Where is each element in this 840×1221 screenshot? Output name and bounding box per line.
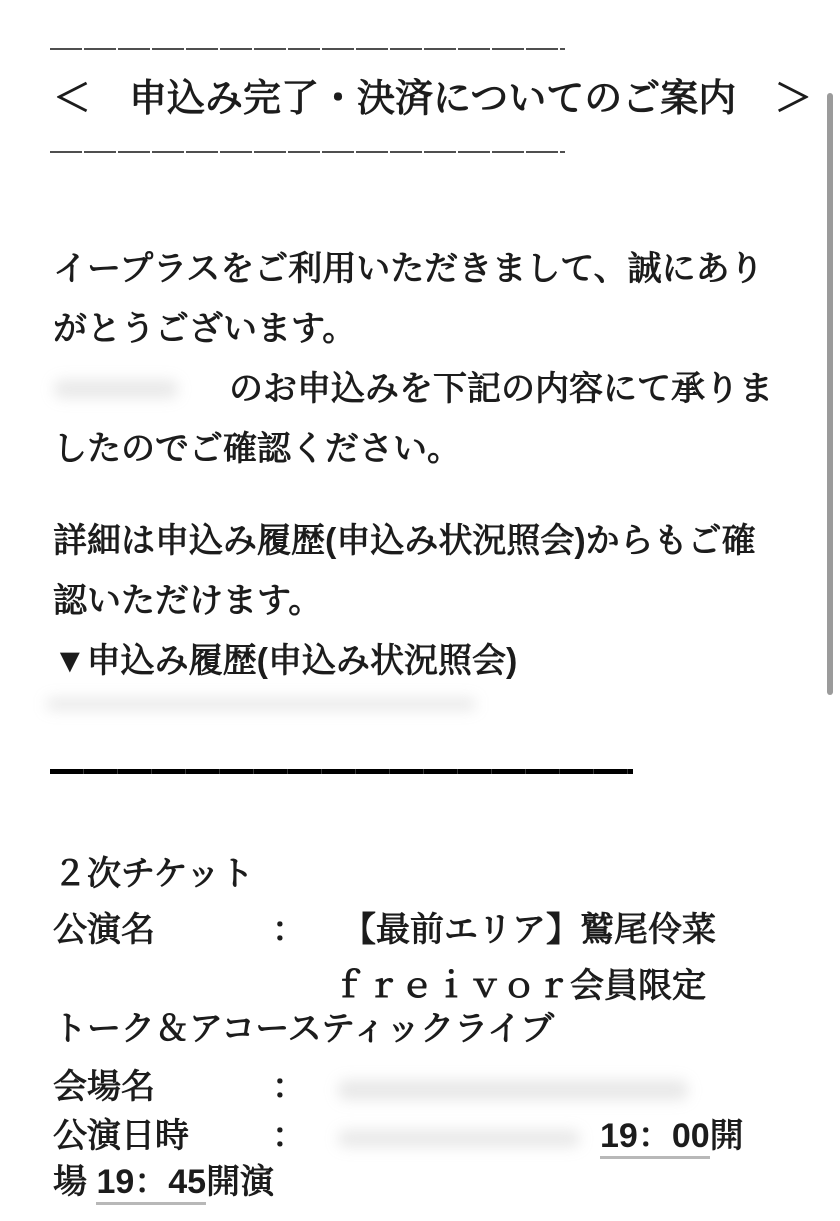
performance-colon: ： bbox=[272, 911, 306, 949]
redacted-history-url bbox=[46, 698, 476, 710]
datetime-wrap-row bbox=[53, 1159, 274, 1205]
venue-row bbox=[53, 1064, 306, 1110]
ticket-type: ２次チケット bbox=[53, 855, 254, 893]
divider-top bbox=[50, 48, 565, 50]
intro-line-3 bbox=[53, 366, 773, 412]
datetime-label: 公演日時 bbox=[53, 1117, 189, 1155]
datetime-wrap-prefix: 場 bbox=[53, 1163, 97, 1201]
intro-line-2: がとうございます。 bbox=[53, 310, 357, 348]
performance-label: 公演名 bbox=[53, 911, 155, 949]
performance-value-line3: トーク＆アコースティックライブ bbox=[53, 1010, 555, 1048]
section-title: ＜ 申込み完了・決済についてのご案内 ＞ bbox=[53, 78, 813, 120]
divider-mid bbox=[50, 151, 565, 153]
detail-note-line-2: 認いただけます。 bbox=[53, 582, 323, 620]
performance-value-line1: 【最前エリア】鷲尾伶菜 bbox=[342, 911, 716, 949]
detail-note-line-1: 詳細は申込み履歴(申込み状況照会)からもご確 bbox=[53, 522, 756, 560]
performance-row bbox=[53, 907, 716, 953]
scrollbar[interactable] bbox=[827, 93, 833, 695]
history-link-label[interactable]: ▼申込み履歴(申込み状況照会) bbox=[53, 642, 518, 680]
performance-value-line2: ｆｒｅｉｖｏｒ会員限定 bbox=[332, 967, 706, 1005]
start-time-link[interactable]: 19：45 bbox=[96, 1163, 206, 1205]
intro-line-3-text: のお申込みを下記の内容にて承りま bbox=[229, 370, 773, 408]
open-time-suffix: 開 bbox=[709, 1117, 744, 1155]
redacted-venue-name bbox=[338, 1080, 688, 1100]
start-time-suffix: 開演 bbox=[206, 1163, 275, 1201]
venue-label: 会場名 bbox=[53, 1068, 155, 1106]
datetime-colon: ： bbox=[272, 1117, 306, 1155]
venue-colon: ： bbox=[272, 1068, 306, 1106]
redacted-name-gap bbox=[53, 399, 229, 400]
intro-line-4: したのでご確認ください。 bbox=[53, 430, 461, 468]
open-time-link[interactable]: 19：00 bbox=[600, 1117, 710, 1159]
divider-thick bbox=[50, 769, 633, 774]
intro-line-1: イープラスをご利用いただきまして、誠にあり bbox=[53, 250, 764, 288]
redacted-performance-date bbox=[338, 1130, 580, 1147]
